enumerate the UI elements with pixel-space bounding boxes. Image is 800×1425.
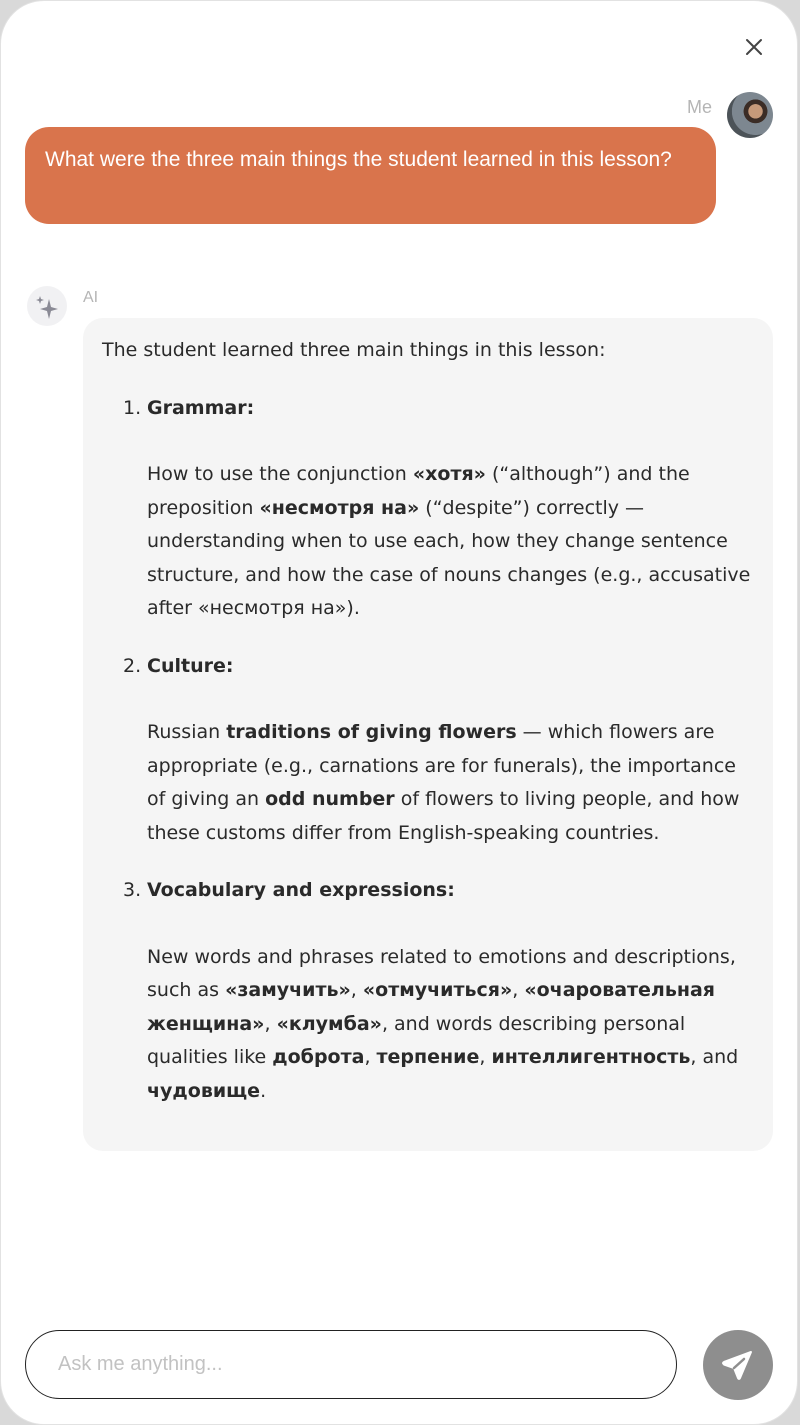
sender-label-ai: AI: [83, 289, 99, 306]
bold-term: интеллигентность: [491, 1046, 691, 1068]
list-item: [102, 650, 751, 851]
bold-term: терпение: [376, 1046, 480, 1068]
user-message-bubble: What were the three main things the student learned in this lesson?: [25, 127, 716, 224]
text-segment: .: [260, 1079, 267, 1102]
ai-message-bubble: [83, 318, 773, 1151]
close-icon[interactable]: [741, 34, 767, 60]
list-item: [102, 874, 751, 1108]
list-item: [102, 392, 751, 626]
bold-term: «отмучиться»: [362, 979, 513, 1001]
list-number: 1.: [123, 396, 142, 419]
list-item-title: Grammar:: [147, 396, 255, 419]
list-item-body: [147, 458, 751, 626]
send-icon: [718, 1345, 758, 1385]
text-segment: , and words describing personal qualities like: [147, 1012, 686, 1068]
send-button[interactable]: [703, 1330, 773, 1400]
bold-term: odd number: [265, 788, 395, 810]
text-segment: ,: [350, 979, 363, 1001]
list-number: 3.: [123, 879, 142, 901]
text-segment: (“although”) and the preposition: [147, 463, 690, 519]
list-item-title: Culture:: [147, 654, 234, 677]
text-segment: ,: [264, 1012, 277, 1035]
avatar: [727, 92, 773, 138]
text-segment: ,: [364, 1046, 377, 1068]
bold-term: доброта: [272, 1046, 365, 1068]
text-segment: ,: [512, 979, 525, 1001]
text-segment: — which flowers are appropriate (e.g., carnations are for funerals), the importance of giving an: [147, 721, 736, 810]
sender-label-me: Me: [686, 97, 712, 117]
text-segment: How to use the conjunction: [147, 463, 413, 485]
text-segment: Russian: [147, 721, 227, 743]
bold-term: «клумба»: [276, 1012, 382, 1035]
ai-intro: The student learned three main things in this lesson:: [102, 339, 606, 361]
bold-term: «хотя»: [412, 463, 486, 485]
ai-sparkle-icon: [27, 286, 67, 326]
text-segment: (“despite”) correctly — understanding when to use each, how they change sentence structure, and how the case of nouns changes (e.g., accusative after «несмотря на»).: [147, 496, 751, 619]
chat-input[interactable]: [25, 1330, 677, 1399]
list-number: 2.: [123, 654, 142, 677]
bold-term: «очаровательная женщина»: [147, 979, 716, 1035]
bold-term: traditions of giving flowers: [226, 721, 517, 743]
bold-term: чудовище: [147, 1079, 261, 1102]
bold-term: «замучить»: [225, 979, 351, 1001]
list-item-body: [147, 716, 751, 850]
text-segment: , and: [690, 1046, 739, 1068]
text-segment: of flowers to living people, and how these customs differ from English-speaking countries.: [147, 788, 740, 844]
bold-term: «несмотря на»: [259, 496, 420, 519]
list-item-title: Vocabulary and expressions:: [147, 879, 455, 901]
text-segment: New words and phrases related to emotions and descriptions, such as: [147, 945, 736, 1001]
text-segment: ,: [479, 1046, 492, 1068]
list-item-body: [147, 941, 751, 1109]
